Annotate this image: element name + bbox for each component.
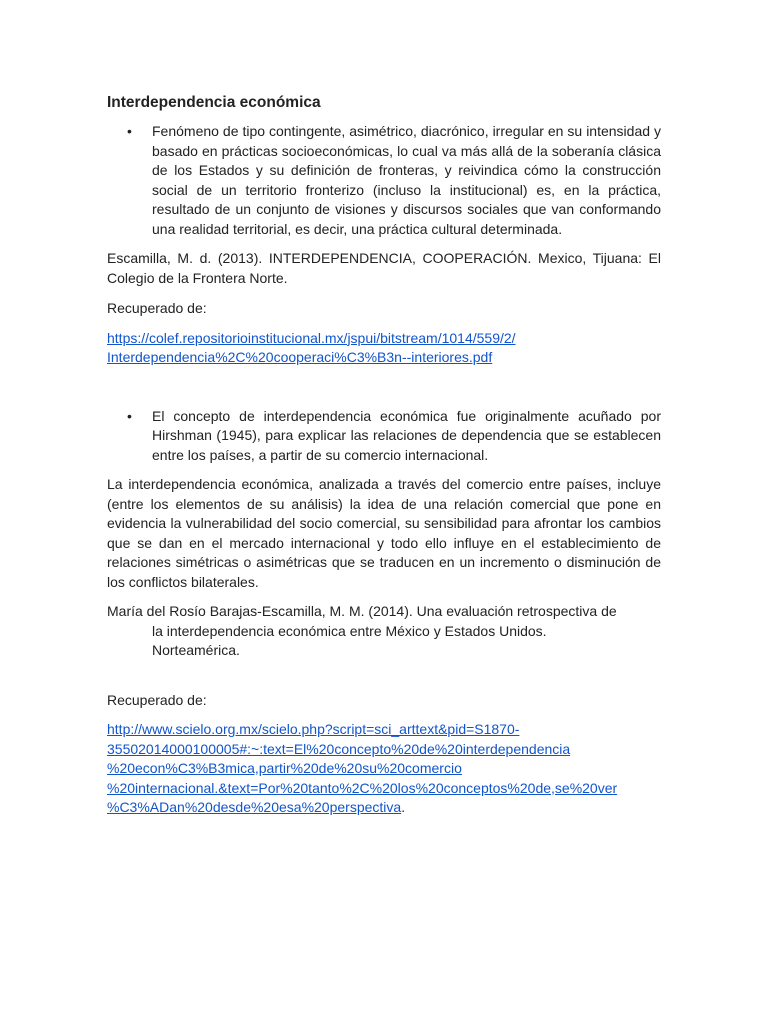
recovered-label: Recuperado de: <box>107 691 207 708</box>
bullet-icon: • <box>127 123 132 139</box>
list-item <box>107 122 661 239</box>
analysis-paragraph: La interdependencia económica, analizada a través del comercio entre países, incluye (entre los elementos de su análisis) la idea de una relación comercial que pone en evidencia la vulnerabilidad del socio comercial, su sensibilidad para afrontar los cambios que se dan en el mercado internacional y todo ello influye en el establecimiento de relaciones simétricas o asimétricas que se traducen en un incremento o disminución de los conflictos bilaterales. <box>107 476 661 590</box>
reference-link-2-line-5[interactable]: %C3%ADan%20desde%20esa%20perspectiva <box>107 799 402 815</box>
bullet-list-1 <box>107 122 661 239</box>
citation-barajas <box>107 602 661 661</box>
document-page <box>107 92 661 818</box>
reference-link-2-line-1[interactable]: http://www.scielo.org.mx/scielo.php?script=sci_arttext&pid=S1870- <box>107 721 520 737</box>
bullet-text: Fenómeno de tipo contingente, asimétrico, diacrónico, irregular en su intensidad y basado en prácticas socioeconómicas, lo cual va más allá de la soberanía clásica de los Estados y su definición de fronteras, y reivindica cómo la construcción social de un territorio fronterizo (incluso la institucional) es, en la práctica, resultado de un conjunto de visiones y discursos sociales que van conformando una realidad territorial, es decir, una práctica cultural determinada. <box>152 123 661 237</box>
citation-line-3: Norteamérica. <box>152 642 240 658</box>
reference-link-2-line-3[interactable]: %20econ%C3%B3mica,partir%20de%20su%20comercio <box>107 760 462 776</box>
reference-link-2-line-4[interactable]: %20internacional.&text=Por%20tanto%2C%20los%20conceptos%20de,se%20ver <box>107 779 618 796</box>
reference-link-1-line-2[interactable]: Interdependencia%2C%20cooperaci%C3%B3n--interiores.pdf <box>107 349 493 365</box>
reference-link-2-line-2[interactable]: 35502014000100005#:~:text=El%20concepto%20de%20interdependencia <box>107 740 571 757</box>
page-title: Interdependencia económica <box>107 94 321 111</box>
reference-link-1-line-1[interactable]: https://colef.repositorioinstitucional.mx/jspui/bitstream/1014/559/2/ <box>107 329 516 346</box>
reference-link-2-last-line <box>107 798 661 818</box>
bullet-list-2 <box>107 407 661 466</box>
reference-link-1-block <box>107 329 661 368</box>
citation-line-1: María del Rosío Barajas-Escamilla, M. M. (2014). Una evaluación retrospectiva de <box>107 603 617 619</box>
bullet-text: El concepto de interdependencia económica fue originalmente acuñado por Hirshman (1945), para explicar las relaciones de dependencia que se establecen entre los países, a partir de su comercio internacional. <box>152 407 661 463</box>
recovered-label: Recuperado de: <box>107 300 207 316</box>
reference-link-2-block <box>107 720 661 818</box>
link-trailing-period: . <box>401 799 406 815</box>
citation-escamilla: Escamilla, M. d. (2013). INTERDEPENDENCIA, COOPERACIÓN. Mexico, Tijuana: El Colegio de la Frontera Norte. <box>107 250 661 286</box>
bullet-icon: • <box>127 407 132 424</box>
citation-line-2: la interdependencia económica entre México y Estados Unidos. <box>152 622 547 639</box>
list-item <box>107 407 661 466</box>
